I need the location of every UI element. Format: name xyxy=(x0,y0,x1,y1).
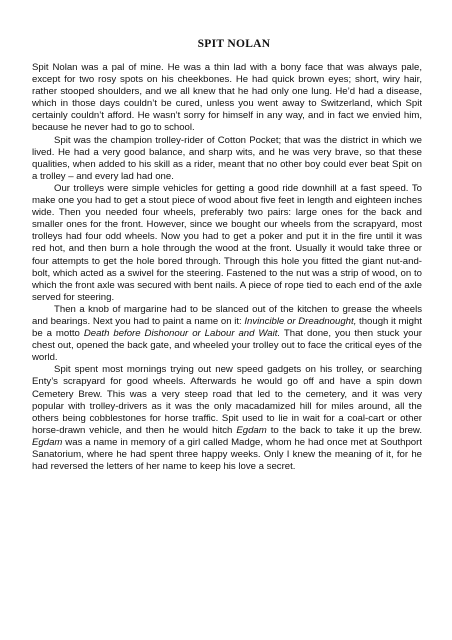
italic-text-run: Invincible or Dreadnought, xyxy=(244,315,357,327)
text-run: Then a knob of margarine had to be slanced out of the kitchen to grease the wheels and bearings. Next you had to paint a name on it: xyxy=(32,303,422,327)
document-title: SPIT NOLAN xyxy=(197,38,271,50)
paragraph xyxy=(32,135,422,183)
italic-text-run: Egdam xyxy=(236,424,267,436)
text-run: to the back to take it up the brew. xyxy=(266,424,422,436)
text-run: Spit spent most mornings trying out new speed gadgets on his trolley, or searching Enty’s scrapyard for good wheels. Afterwards he would go off and have a spin down Cemetery Brew. This was a very steep road that led to the cemetery, and it was very popular with trolley-drivers as it was the only macadamized hill for miles around, all the others being cobblestones for horse traffic. Spit used to lie in wait for a coal-cart or other horse-drawn vehicle, and then he would hitch xyxy=(32,364,422,436)
paragraph xyxy=(32,364,422,473)
paragraph xyxy=(32,62,422,135)
text-run: was a name in memory of a girl called Madge, whom he had once met at Southport Sanatorium, where he had spent three happy weeks. Only I knew the meaning of it, for he had reversed the letters of her name to keep his love a secret. xyxy=(32,436,422,473)
text-run: That done, you then stuck your chest out, opened the back gate, and wheeled your trolley out to face the critical eyes of the world. xyxy=(32,328,422,364)
paragraph xyxy=(32,304,422,364)
text-run: Spit Nolan was a pal of mine. He was a thin lad with a bony face that was always pale, except for two rosy spots on his cheekbones. He had quick brown eyes; short, wiry hair, rather stooped shoulders, and we all knew that he had only one lung. He’d had a disease, which in those days couldn’t be cured, unless you went away to Switzerland, which Spit certainly couldn’t afford. He wasn’t sorry for himself in any way, and in fact we envied him, because he never had to go to school. xyxy=(32,62,422,134)
italic-text-run: Death before Dishonour or Labour and Wait. xyxy=(83,328,281,340)
italic-text-run: Egdam xyxy=(32,436,63,448)
text-run: Spit was the champion trolley-rider of Cotton Pocket; that was the district in which we lived. He had a very good balance, and sharp wits, and he was very brave, so that these qualities, when added to his skill as a rider, meant that no other boy could ever beat Spit on a trolley – and every lad had one. xyxy=(32,134,422,182)
paragraph xyxy=(32,183,422,304)
text-run: Our trolleys were simple vehicles for getting a good ride downhill at a fast speed. To make one you had to get a stout piece of wood about five feet in length and eighteen inches wide. Then you needed four wheels, preferably two pairs: large ones for the back and smaller ones for the front. However, since we bought our wheels from the scrapyard, most trolleys had four odd wheels. Now you had to get a poker and put it in the fire until it was red hot, and then burn a hole through the wood at the front. Usually it would take three or four attempts to get the hole bored through. Through this hole you fitted the giant nut-and-bolt, which acted as a swivel for the steering. Fastened to the nut was a strip of wood, on to which the front axle was secured with bent nails. A piece of rope tied to each end of the axle served for steering. xyxy=(32,182,422,303)
document-page xyxy=(32,38,422,473)
document-body xyxy=(32,62,422,473)
text-run: though it might be a motto xyxy=(32,315,422,340)
